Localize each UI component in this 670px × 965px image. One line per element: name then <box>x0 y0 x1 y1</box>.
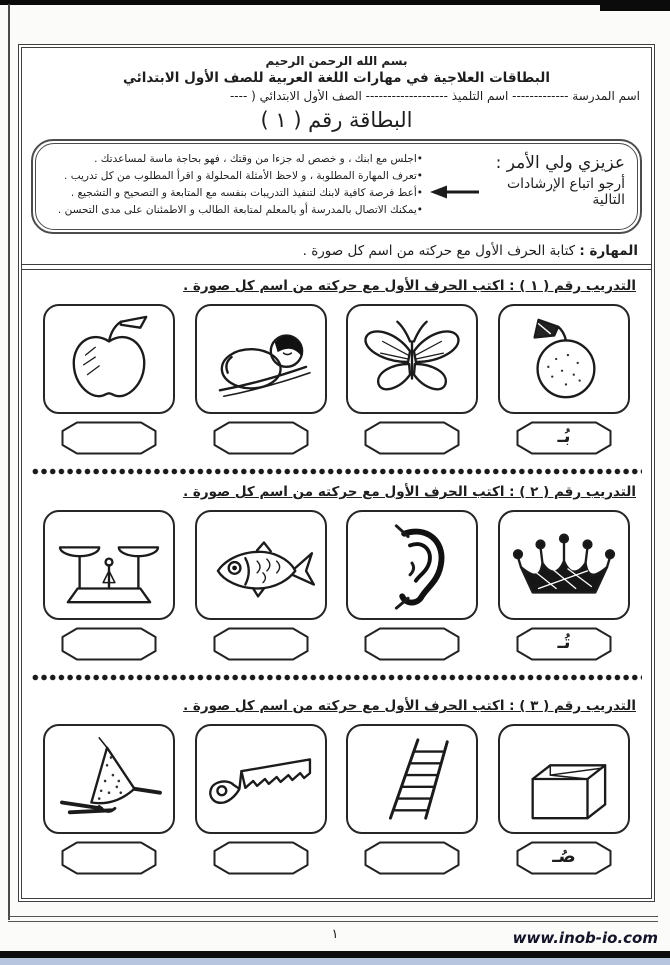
fish-image <box>202 518 320 612</box>
picture-card <box>346 304 478 414</box>
section-divider <box>22 264 651 270</box>
answer-blank <box>364 627 460 661</box>
picture-card <box>43 724 175 834</box>
ladder-image <box>353 732 471 826</box>
answer-box <box>213 841 309 875</box>
answer-box <box>61 627 157 661</box>
picture-card <box>43 510 175 620</box>
exercise-item <box>195 304 327 455</box>
answer-box <box>61 841 157 875</box>
bullet-line: •أعط فرصة كافية لابنك لتنفيذ التدريبات بنفسه مع المتابعة و التصحيح و التشجيع . <box>70 187 423 199</box>
picture-card <box>498 510 630 620</box>
exercise-item <box>498 724 630 875</box>
answer-box <box>364 421 460 455</box>
box-image <box>505 732 623 826</box>
exercise-item <box>498 510 630 661</box>
exercise-1-title: التدريب رقم ( ١ ) : اكتب الحرف الأول مع حركته من اسم كل صورة . <box>183 278 636 294</box>
scan-artifact-bottom-blue <box>0 958 670 965</box>
answer-blank <box>213 841 309 875</box>
page-number: ١ <box>331 927 339 942</box>
resting-butterfly-image <box>50 732 168 826</box>
picture-card <box>498 304 630 414</box>
ear-image <box>353 518 471 612</box>
document-frame <box>18 44 655 902</box>
answer-blank <box>61 841 157 875</box>
example-answer: صُـ <box>552 846 576 867</box>
answer-blank <box>61 627 157 661</box>
answer-box <box>213 627 309 661</box>
exercise-item <box>346 304 478 455</box>
apple-image <box>50 312 168 406</box>
answer-box <box>364 627 460 661</box>
exercise-item <box>346 724 478 875</box>
answer-blank <box>213 421 309 455</box>
exercise-2-title: التدريب رقم ( ٢ ) : اكتب الحرف الأول مع حركته من اسم كل صورة . <box>183 484 636 500</box>
scan-artifact-bottom <box>0 951 670 958</box>
parent-salutation: عزيزي ولي الأمر : <box>495 153 625 173</box>
bismillah-text: بسم الله الرحمن الرحيم <box>265 54 408 68</box>
sleeping-baby-image <box>202 312 320 406</box>
example-answer: تُـ <box>557 632 571 653</box>
exercise-item <box>346 510 478 661</box>
scan-artifact-left-line <box>8 4 10 920</box>
picture-card <box>498 724 630 834</box>
bullet-line: •اجلس مع ابنك ، و خصص له جزءا من وقتك ، فهو بحاجة ماسة لمساعدتك . <box>94 153 423 165</box>
skill-label: المهارة : <box>579 243 638 259</box>
parent-request: أرجو اتباع الإرشادات التالية <box>506 176 625 209</box>
bullet-line: •يمكنك الاتصال بالمدرسة أو بالمعلم لمتابعة الطالب و الاطمئنان على مدى التحسن . <box>57 204 423 216</box>
scan-artifact-top <box>0 0 670 5</box>
exercise-3-title: التدريب رقم ( ٣ ) : اكتب الحرف الأول مع حركته من اسم كل صورة . <box>183 698 636 714</box>
scan-artifact-top-right <box>600 0 670 11</box>
picture-card <box>195 304 327 414</box>
picture-card <box>43 304 175 414</box>
parent-note-box <box>31 139 642 234</box>
exercise-item <box>498 304 630 455</box>
watermark-url: www.inob-io.com <box>512 929 658 947</box>
balance-scale-image <box>50 518 168 612</box>
parent-note-bullets <box>48 150 423 219</box>
exercise-item <box>195 510 327 661</box>
school-student-class-line: اسم المدرسة ------------- اسم التلميذ ------------------- الصف الأول الابتدائي ( ---- <box>229 89 640 103</box>
answer-box <box>61 421 157 455</box>
answer-box <box>516 627 612 661</box>
answer-box <box>364 841 460 875</box>
picture-card <box>195 724 327 834</box>
picture-card <box>346 510 478 620</box>
skill-line <box>35 243 638 259</box>
exercise-item <box>43 510 175 661</box>
answer-blank <box>364 421 460 455</box>
dotted-divider <box>31 467 642 476</box>
skill-text: كتابة الحرف الأول مع حركته من اسم كل صورة . <box>302 243 576 259</box>
saw-image <box>202 732 320 826</box>
answer-box <box>213 421 309 455</box>
example-answer: بُـ <box>557 426 571 447</box>
exercise-1-row <box>31 304 642 455</box>
orange-image <box>505 312 623 406</box>
exercise-item <box>43 724 175 875</box>
bullet-line: •تعرف المهارة المطلوبة ، و لاحظ الأمثلة المحلولة و اقرأ المطلوب من كل تدريب . <box>64 170 423 182</box>
document-title: البطاقات العلاجية في مهارات اللغة العربية للصف الأول الابتدائي <box>123 70 550 86</box>
picture-card <box>346 724 478 834</box>
picture-card <box>195 510 327 620</box>
left-arrow-icon <box>429 184 481 200</box>
answer-box <box>516 841 612 875</box>
answer-blank <box>364 841 460 875</box>
exercise-item <box>43 304 175 455</box>
butterfly-image <box>353 312 471 406</box>
answer-blank <box>61 421 157 455</box>
card-number-title: البطاقة رقم ( ١ ) <box>260 108 413 132</box>
answer-box <box>516 421 612 455</box>
crown-image <box>505 518 623 612</box>
outer-bottom-rule <box>8 916 658 922</box>
exercise-3-row <box>31 724 642 875</box>
exercise-item <box>195 724 327 875</box>
dotted-divider <box>31 673 642 682</box>
exercise-2-row <box>31 510 642 661</box>
answer-blank <box>213 627 309 661</box>
